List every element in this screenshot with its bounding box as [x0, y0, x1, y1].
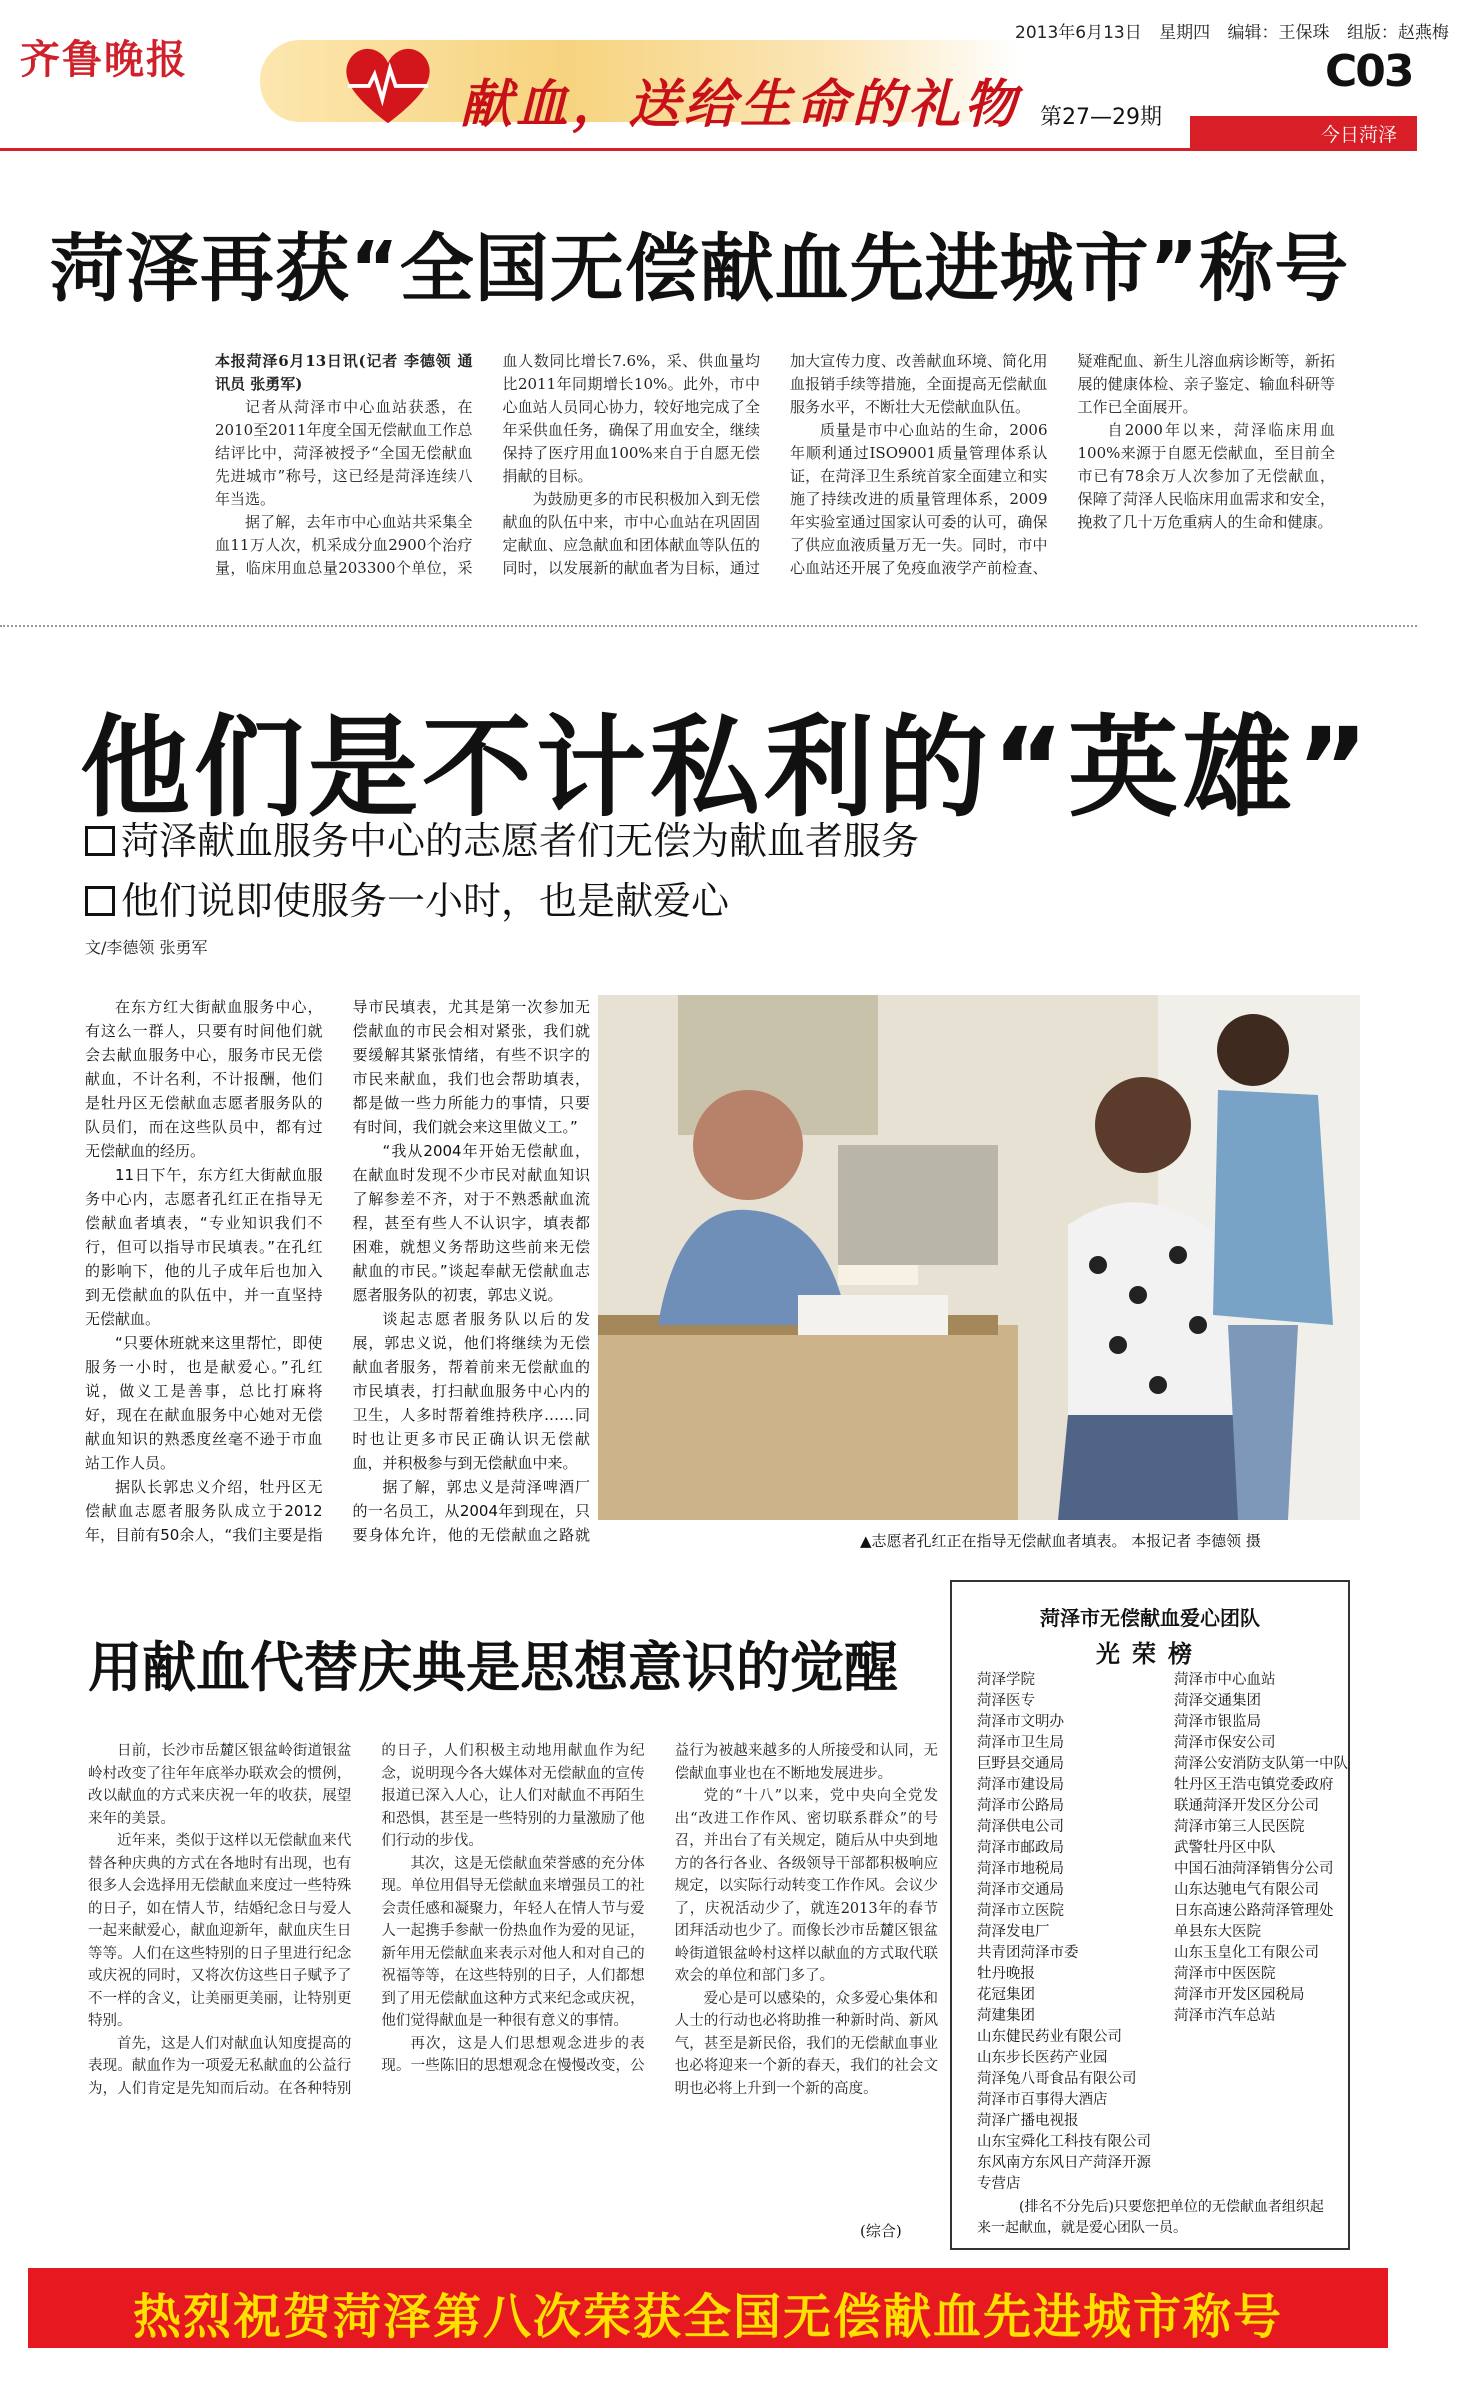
- photo-caption: ▲志愿者孔红正在指导无偿献血者填表。 本报记者 李德领 摄: [860, 1532, 1261, 1550]
- article2-paragraph: 在东方红大街献血服务中心，有这么一群人，只要有时间他们就会去献血服务中心，服务市民无偿献血，不计名利，不计报酬，他们是牡丹区无偿献血志愿者服务队的队员们，而在这些队员中，都有过无偿献血的经历。: [85, 998, 323, 1160]
- article1-paragraph: 据了解，去年市中心血站共采集全血11万人次，机采成分血2900个治疗量，临床用血总量203300个单位，采血人数同比增长7.6%，采、供血量均比2011年同期增长10%。此外，市中心血站人员同心协力，较好地完成了全年采供血任务，确保了用血安全，继续保持了医疗用血100%来自于自愿无偿捐献的目标。: [215, 352, 760, 577]
- heart-icon: [340, 42, 436, 128]
- honor-roll-entry: 菏泽市立医院: [977, 1903, 1064, 1919]
- article3-paragraph: 党的“十八”以来，党中央向全党发出“改进工作作风、密切联系群众”的号召，并出台了有关规定，随后从中央到地方的各行各业、各级领导干部都积极响应规定，以实际行动转变工作作风。会议少了，庆祝活动少了，就连2013年的春节团拜活动也少了。而像长沙市岳麓区银盆岭街道银盆岭村这样以献血的方式取代联欢会的单位和部门多了。: [674, 1788, 938, 1984]
- editor-credit: 编辑：王保珠: [1227, 23, 1330, 43]
- honor-roll-entry: 日东高速公路菏泽管理处: [1174, 1903, 1334, 1919]
- article1-headline: 菏泽再获“全国无偿献血先进城市”称号: [50, 226, 1350, 312]
- honor-roll-subtitle: 光荣榜: [1096, 1640, 1204, 1668]
- honor-roll-entry: 菏泽交通集团: [1174, 1693, 1261, 1709]
- top-rule: [0, 148, 1417, 151]
- page-code: C03: [1325, 46, 1413, 97]
- article3-paragraph: 再次，这是人们思想观念进步的表现。一些陈旧的思想观念在慢慢改变，公益行为被越来越多的人所接受和认同，无偿献血事业也在不断地发展进步。: [381, 1743, 938, 2074]
- article2-paragraph: “只要休班就来这里帮忙，即使服务一小时，也是献爱心。”孔红说，做义工是善事，总比打麻将好，现在在献血服务中心她对无偿献血知识的熟悉度丝毫不逊于市血站工作人员。: [85, 1334, 323, 1472]
- issue-range: 第27—29期: [1040, 105, 1162, 130]
- honor-roll-entry: 菏泽市建设局: [977, 1777, 1064, 1793]
- honor-roll-entry: 山东达驰电气有限公司: [1174, 1882, 1319, 1898]
- checkbox-square-icon: [85, 826, 115, 856]
- honor-roll-entry: 牡丹晚报: [977, 1966, 1035, 1982]
- article2-paragraph: 谈起志愿者服务队以后的发展，郭忠义说，他们将继续为无偿献血者服务，帮着前来无偿献血的市民填表，打扫献血服务中心内的卫生，人多时帮着维持秩序……同时也让更多市民正确认识无偿献血，并积极参与到无偿献血中来。: [352, 1310, 590, 1472]
- article2-paragraph: “我从2004年开始无偿献血，在献血时发现不少市民对献血知识了解参差不齐，对于不熟悉献血流程，甚至有些人不认识字，填表都困难，就想义务帮助这些前来无偿献血的市民。”谈起奉献无偿献血志愿者服务队的初衷，郭忠义说。: [352, 1142, 590, 1304]
- article2-paragraph: 据队长郭忠义介绍，牡丹区无偿献血志愿者服务队成立于2012年，目前有50余人，“我们主要是指导市民填表，尤其是第一次参加无偿献血的市民会相对紧张，我们就要缓解其紧张情绪，有些不识字的市民来献血，我们也会帮助填表，都是做一些力所能力的事情，只要有时间，我们就会来这里做义工。”: [85, 998, 590, 1544]
- article1-byline: 本报菏泽6月13日讯(记者 李德领 通讯员 张勇军): [215, 352, 473, 393]
- honor-roll-entry: 菏泽市百事得大酒店: [977, 2092, 1108, 2108]
- checkbox-square-icon: [85, 886, 115, 916]
- honor-roll-right-list: [1174, 1670, 1362, 2027]
- honor-roll-entry: 菏泽医专: [977, 1693, 1035, 1709]
- honor-roll-entry: 菏泽市邮政局: [977, 1840, 1064, 1856]
- article3-headline: 用献血代替庆典是思想意识的觉醒: [88, 1636, 898, 1699]
- honor-roll-box: [950, 1580, 1350, 2250]
- section-divider: [0, 625, 1417, 627]
- honor-roll-entry: 山东玉皇化工有限公司: [1174, 1945, 1319, 1961]
- honor-roll-entry: 中国石油菏泽销售分公司: [1174, 1861, 1334, 1877]
- article1-paragraph: 质量是市中心血站的生命，2006年顺利通过ISO9001质量管理体系认证，在菏泽卫生系统首家全面建立和实施了持续改进的质量管理体系，2009年实验室通过国家认可委的认可，确保了供应血液质量万无一失。同时，市中心血站还开展了免疫血液学产前检查、疑难配血、新生儿溶血病诊断等，新拓展的健康体检、亲子鉴定、输血科研等工作已全面展开。: [790, 352, 1335, 577]
- honor-roll-entry: 菏泽市银监局: [1174, 1714, 1261, 1730]
- issue-weekday: 星期四: [1159, 23, 1211, 43]
- honor-roll-entry: 武警牡丹区中队: [1174, 1840, 1276, 1856]
- article2-paragraph: 据了解，郭忠义是菏泽啤酒厂的一名员工，从2004年到现在，只要身体允许，他的无偿献血之路就: [352, 1478, 590, 1544]
- section-tab: 今日菏泽: [1190, 116, 1417, 148]
- article2-subhead: [85, 810, 919, 865]
- honor-roll-entry: 联通菏泽开发区分公司: [1174, 1798, 1319, 1814]
- article2-author: 文/李德领 张勇军: [85, 938, 208, 957]
- honor-roll-entry: 菏泽市交通局: [977, 1882, 1064, 1898]
- article2-subhead: [85, 870, 729, 925]
- article3-paragraph: 其次，这是无偿献血荣誉感的充分体现。单位用倡导无偿献血来增强员工的社会责任感和凝聚力，年轻人在情人节与爱人一起携手参献一份热血作为爱的见证，新年用无偿献血来表示对他人和对自己的祝福等等，在这些特别的日子，人们都想到了用无偿献血这种方式来纪念或庆祝，他们觉得献血是一种很有意义的事情。: [381, 1855, 645, 2029]
- volunteer-photo: [598, 995, 1360, 1520]
- honor-roll-entry: 菏泽市中医医院: [1174, 1966, 1276, 1982]
- honor-roll-entry: 菏泽市第三人民医院: [1174, 1819, 1305, 1835]
- slogan-text: 献血，送给生命的礼物: [460, 74, 1021, 135]
- issue-date: 2013年6月13日: [1015, 23, 1142, 43]
- honor-roll-entry: 菏泽广播电视报: [977, 2113, 1079, 2129]
- honor-roll-entry: 菏泽市保安公司: [1174, 1735, 1276, 1751]
- subhead-text: 他们说即使服务一小时，也是献爱心: [121, 879, 730, 923]
- honor-roll-entry: 山东宝舜化工科技有限公司: [977, 2134, 1151, 2150]
- paper-name-logo: 齐鲁晚报: [20, 36, 188, 83]
- article1-paragraph: 为鼓励更多的市民积极加入到无偿献血的队伍中来，市中心血站在巩固固定献血、应急献血和团体献血等队伍的同时，以发展新的献血者为目标，通过加大宣传力度、改善献血环境、简化用血报销手续等措施，全面提高无偿献血服务水平，不断壮大无偿献血队伍。: [502, 352, 1048, 577]
- honor-roll-entry: 牡丹区王浩屯镇党委政府: [1174, 1777, 1334, 1793]
- honor-roll-entry: 山东健民药业有限公司: [977, 2029, 1122, 2045]
- article3-body: [88, 1740, 938, 2240]
- honor-roll-note: (排名不分先后)只要您把单位的无偿献血者组织起来一起献血，就是爱心团队一员。: [977, 2199, 1324, 2236]
- honor-roll-entry: 巨野县交通局: [977, 1756, 1064, 1772]
- honor-roll-entry: 山东步长医药产业园: [977, 2050, 1108, 2066]
- honor-roll-entry: 菏泽市文明办: [977, 1714, 1064, 1730]
- article3-source: (综合): [860, 2222, 902, 2240]
- article3-paragraph: 日前，长沙市岳麓区银盆岭街道银盆岭村改变了往年年底举办联欢会的惯例，改以献血的方式来庆祝一年的收获，展望来年的美景。: [88, 1743, 352, 1827]
- honor-roll-entry: 菏泽市卫生局: [977, 1735, 1064, 1751]
- honor-roll-entry: 菏泽兔八哥食品有限公司: [977, 2071, 1137, 2087]
- honor-roll-entry: 菏泽发电厂: [977, 1924, 1050, 1940]
- honor-roll-left-list: [977, 1670, 1165, 2195]
- honor-roll-entry: 菏泽市汽车总站: [1174, 2008, 1276, 2024]
- honor-roll-entry: 东风南方东风日产菏泽开源专营店: [977, 2155, 1151, 2192]
- volunteer-photo-illustration: [598, 995, 1360, 1520]
- honor-roll-entry: 菏泽市开发区园税局: [1174, 1987, 1305, 2003]
- honor-roll-entry: 菏泽市中心血站: [1174, 1672, 1276, 1688]
- article3-paragraph: 首先，这是人们对献血认知度提高的表现。献血作为一项爱无私献血的公益行为，人们肯定是先知而后动。在各种特别的日子，人们积极主动地用献血作为纪念，说明现今各大媒体对无偿献血的宣传报道已深入人心，让人们对献血不再陌生和恐惧，甚至是一些特别的力量激励了他们行动的步伐。: [88, 1743, 645, 2097]
- honor-roll-entry: 花冠集团: [977, 1987, 1035, 2003]
- layout-credit: 组版：赵燕梅: [1346, 23, 1449, 43]
- honor-roll-entry: 菏建集团: [977, 2008, 1035, 2024]
- article1-paragraph: 记者从菏泽市中心血站获悉，在2010至2011年度全国无偿献血工作总结评比中，菏泽被授予“全国无偿献血先进城市”称号，这已经是菏泽连续八年当选。: [215, 398, 473, 508]
- date-line: [1015, 18, 1461, 43]
- honor-roll-entry: 菏泽市地税局: [977, 1861, 1064, 1877]
- article1-body: [215, 350, 1335, 595]
- article1-paragraph: 自2000年以来，菏泽临床用血100%来源于自愿无偿献血，至目前全市已有78余万人次参加了无偿献血，保障了菏泽人民临床用血需求和安全，挽救了几十万危重病人的生命和健康。: [1077, 421, 1335, 531]
- article2-body: [85, 995, 590, 1550]
- honor-roll-entry: 共青团菏泽市委: [977, 1945, 1079, 1961]
- honor-roll-title: 菏泽市无偿献血爱心团队: [1040, 1606, 1260, 1630]
- article3-paragraph: 近年来，类似于这样以无偿献血来代替各种庆典的方式在各地时有出现，也有很多人会选择用无偿献血来度过一些特殊的日子，如在情人节，结婚纪念日与爱人一起来献爱心，献血迎新年，献血庆生日等等。人们在这些特别的日子里进行纪念或庆祝的同时，又将次仿这些日子赋予了不一样的含义，让美丽更美丽，让特别更特别。: [88, 1833, 352, 2029]
- honor-roll-entry: 菏泽市公路局: [977, 1798, 1064, 1814]
- honor-roll-entry: 菏泽学院: [977, 1672, 1035, 1688]
- footer-congrats-banner: 热烈祝贺菏泽第八次荣获全国无偿献血先进城市称号: [28, 2268, 1388, 2348]
- honor-roll-entry: 菏泽公安消防支队第一中队: [1174, 1756, 1348, 1772]
- article2-headline: 他们是不计私利的“英雄”: [80, 704, 1373, 832]
- subhead-text: 菏泽献血服务中心的志愿者们无偿为献血者服务: [121, 819, 920, 863]
- article3-paragraph: 爱心是可以感染的，众多爱心集体和人士的行动也必将助推一种新时尚、新风气，甚至是新民俗，我们的无偿献血事业也必将迎来一个新的春天，我们的社会文明也必将上升到一个新的高度。: [674, 1990, 938, 2097]
- masthead: [0, 0, 1449, 150]
- honor-roll-entry: 菏泽供电公司: [977, 1819, 1064, 1835]
- article2-paragraph: 11日下午，东方红大街献血服务中心内，志愿者孔红正在指导无偿献血者填表，“专业知识我们不行，但可以指导市民填表。”在孔红的影响下，他的儿子成年后也加入到无偿献血的队伍中，并一直坚持无偿献血。: [85, 1166, 323, 1328]
- honor-roll-entry: 单县东大医院: [1174, 1924, 1261, 1940]
